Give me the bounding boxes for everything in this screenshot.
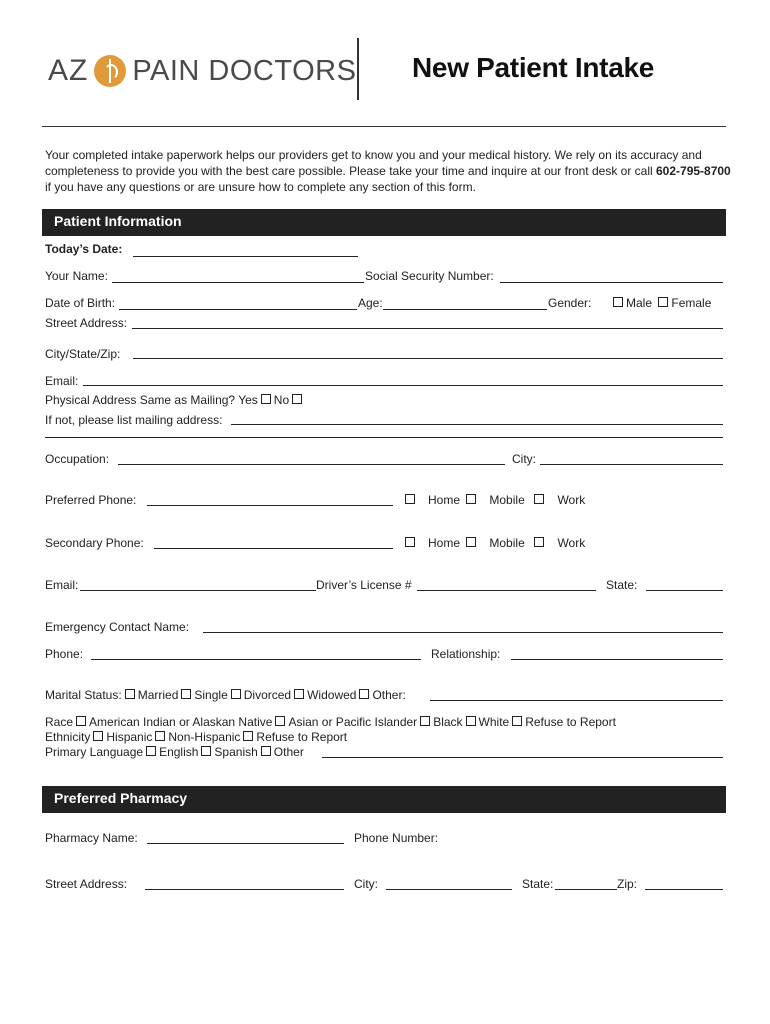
gender-options	[610, 296, 711, 310]
white-checkbox[interactable]	[466, 716, 476, 726]
preferred-mobile-checkbox[interactable]	[466, 494, 476, 504]
email2-field[interactable]	[80, 590, 316, 591]
physical-same-question	[45, 393, 305, 407]
dob-label: Date of Birth:	[45, 296, 116, 310]
section-patient-information: Patient Information	[42, 209, 726, 236]
marital-status-label: Marital Status:	[45, 688, 122, 702]
street-address-field[interactable]	[132, 328, 723, 329]
spanish-checkbox[interactable]	[201, 746, 211, 756]
secondary-work-label: Work	[557, 536, 586, 550]
pharmacy-state-field[interactable]	[555, 889, 617, 890]
race-refuse-checkbox[interactable]	[512, 716, 522, 726]
ethnicity-refuse-label: Refuse to Report	[256, 730, 348, 744]
secondary-work-checkbox[interactable]	[534, 537, 544, 547]
age-label: Age:	[358, 296, 383, 310]
brand-logo	[48, 50, 356, 92]
pharmacy-zip-field[interactable]	[645, 889, 723, 890]
brand-az: AZ	[48, 54, 89, 87]
preferred-work-checkbox[interactable]	[534, 494, 544, 504]
physical-same-label: Physical Address Same as Mailing? Yes	[45, 393, 258, 407]
emergency-phone-label: Phone:	[45, 647, 84, 661]
secondary-phone-field[interactable]	[154, 548, 393, 549]
age-field[interactable]	[383, 309, 547, 310]
pharmacy-city-field[interactable]	[386, 889, 512, 890]
secondary-phone-label: Secondary Phone:	[45, 536, 144, 550]
email-label: Email:	[45, 374, 79, 388]
pharmacy-zip-label: Zip:	[617, 877, 638, 891]
caduceus-seal-icon	[94, 55, 126, 87]
english-label: English	[159, 745, 199, 759]
preferred-home-label: Home	[428, 493, 461, 507]
ethnicity-refuse-checkbox[interactable]	[243, 731, 253, 741]
single-checkbox[interactable]	[181, 689, 191, 699]
your-name-field[interactable]	[112, 282, 364, 283]
intro-text-2: if you have any questions or are unsure how to complete any section of this form.	[45, 180, 476, 194]
city-state-zip-label: City/State/Zip:	[45, 347, 121, 361]
race	[45, 715, 616, 729]
divorced-label: Divorced	[243, 688, 292, 702]
occupation-field[interactable]	[118, 464, 505, 465]
ssn-label: Social Security Number:	[365, 269, 494, 283]
preferred-home-checkbox[interactable]	[405, 494, 415, 504]
asian-label: Asian or Pacific Islander	[288, 715, 418, 729]
pharmacy-street-field[interactable]	[145, 889, 344, 890]
preferred-phone-label: Preferred Phone:	[45, 493, 137, 507]
physical-same-no-label: No	[273, 393, 290, 407]
occupation-city-label: City:	[512, 452, 536, 466]
physical-same-no-checkbox[interactable]	[292, 394, 302, 404]
mailing-address-field[interactable]	[231, 424, 723, 425]
black-label: Black	[433, 715, 463, 729]
marital-status	[45, 688, 406, 702]
header-rule	[42, 126, 726, 127]
widowed-checkbox[interactable]	[294, 689, 304, 699]
other-language-field[interactable]	[322, 757, 723, 758]
male-checkbox[interactable]	[613, 297, 623, 307]
hispanic-label: Hispanic	[106, 730, 153, 744]
widowed-label: Widowed	[307, 688, 357, 702]
single-label: Single	[194, 688, 228, 702]
street-address-label: Street Address:	[45, 316, 128, 330]
secondary-phone-type	[402, 536, 585, 550]
todays-date-label: Today’s Date:	[45, 242, 123, 256]
drivers-license-label: Driver’s License #	[316, 578, 412, 592]
secondary-home-checkbox[interactable]	[405, 537, 415, 547]
american-indian-label: American Indian or Alaskan Native	[89, 715, 273, 729]
occupation-label: Occupation:	[45, 452, 110, 466]
asian-checkbox[interactable]	[275, 716, 285, 726]
preferred-mobile-label: Mobile	[489, 493, 525, 507]
pharmacy-name-field[interactable]	[147, 843, 344, 844]
dob-field[interactable]	[119, 309, 357, 310]
race-refuse-label: Refuse to Report	[525, 715, 616, 729]
married-label: Married	[137, 688, 179, 702]
email-field[interactable]	[83, 385, 723, 386]
gender-label: Gender:	[548, 296, 592, 310]
female-checkbox[interactable]	[658, 297, 668, 307]
english-checkbox[interactable]	[146, 746, 156, 756]
license-state-label: State:	[606, 578, 638, 592]
drivers-license-field[interactable]	[417, 590, 596, 591]
intro-paragraph	[45, 147, 735, 195]
female-label: Female	[671, 296, 712, 310]
header-divider	[357, 38, 359, 100]
email2-label: Email:	[45, 578, 79, 592]
intro-phone: 602-795-8700	[656, 164, 731, 178]
mailing-address-label: If not, please list mailing address:	[45, 413, 223, 427]
brand-name: PAIN DOCTORS	[132, 54, 357, 87]
other-marital-checkbox[interactable]	[359, 689, 369, 699]
emergency-phone-field[interactable]	[91, 659, 421, 660]
secondary-mobile-checkbox[interactable]	[466, 537, 476, 547]
hispanic-checkbox[interactable]	[93, 731, 103, 741]
emergency-contact-label: Emergency Contact Name:	[45, 620, 190, 634]
other-language-label: Other	[273, 745, 304, 759]
white-label: White	[478, 715, 510, 729]
section-preferred-pharmacy: Preferred Pharmacy	[42, 786, 726, 813]
primary-language	[45, 745, 304, 759]
spanish-label: Spanish	[214, 745, 258, 759]
secondary-mobile-label: Mobile	[489, 536, 525, 550]
pharmacy-name-label: Pharmacy Name:	[45, 831, 138, 845]
other-marital-label: Other:	[372, 688, 406, 702]
divorced-checkbox[interactable]	[231, 689, 241, 699]
occupation-city-field[interactable]	[540, 464, 723, 465]
ethnicity-label: Ethnicity	[45, 730, 91, 744]
relationship-label: Relationship:	[431, 647, 501, 661]
physical-same-yes-checkbox[interactable]	[261, 394, 271, 404]
primary-language-label: Primary Language	[45, 745, 144, 759]
emergency-contact-field[interactable]	[203, 632, 723, 633]
married-checkbox[interactable]	[125, 689, 135, 699]
black-checkbox[interactable]	[420, 716, 430, 726]
license-state-field[interactable]	[646, 590, 723, 591]
non-hispanic-checkbox[interactable]	[155, 731, 165, 741]
non-hispanic-label: Non-Hispanic	[168, 730, 241, 744]
todays-date-field[interactable]	[133, 256, 358, 257]
male-label: Male	[626, 296, 653, 310]
other-language-checkbox[interactable]	[261, 746, 271, 756]
secondary-home-label: Home	[428, 536, 461, 550]
intro-text-1: Your completed intake paperwork helps our providers get to know you and your medical history. We rely on its accuracy and completeness to provide you with the best care possible. Please take your time and inquire at our front desk or call	[45, 148, 702, 178]
your-name-label: Your Name:	[45, 269, 108, 283]
ethnicity	[45, 730, 347, 744]
mailing-address-field-line2[interactable]	[45, 437, 723, 438]
pharmacy-street-label: Street Address:	[45, 877, 128, 891]
relationship-field[interactable]	[511, 659, 723, 660]
pharmacy-state-label: State:	[522, 877, 554, 891]
race-label: Race	[45, 715, 74, 729]
american-indian-checkbox[interactable]	[76, 716, 86, 726]
ssn-field[interactable]	[500, 282, 723, 283]
preferred-phone-field[interactable]	[147, 505, 393, 506]
pharmacy-phone-label: Phone Number:	[354, 831, 439, 845]
page-title: New Patient Intake	[412, 52, 655, 83]
other-marital-field[interactable]	[430, 700, 723, 701]
preferred-work-label: Work	[557, 493, 586, 507]
preferred-phone-type	[402, 493, 585, 507]
pharmacy-city-label: City:	[354, 877, 378, 891]
city-state-zip-field[interactable]	[133, 358, 723, 359]
